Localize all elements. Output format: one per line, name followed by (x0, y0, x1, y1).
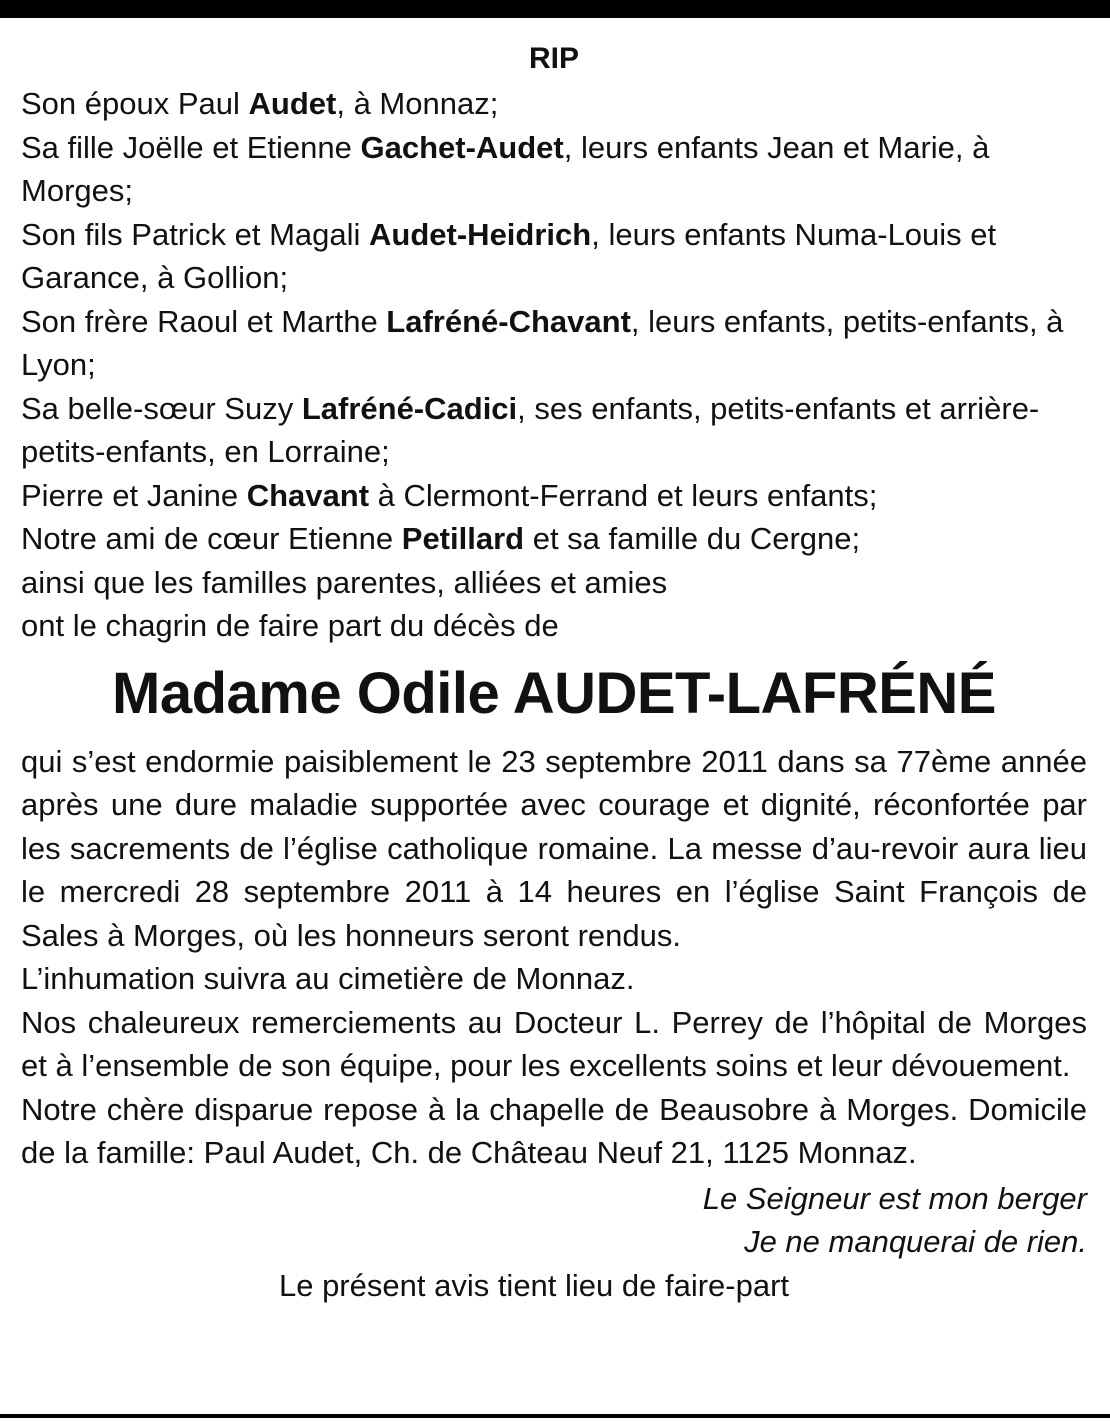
burial-paragraph: L’inhumation suivra au cimetière de Monnaz. (21, 961, 635, 996)
closing-note: Le présent avis tient lieu de faire-part (278, 1267, 790, 1303)
family-line-daughter: Sa fille Joëlle et Etienne Gachet-Audet, leurs enfants Jean et Marie, à Morges; (21, 129, 990, 208)
rest-paragraph: Notre chère disparue repose à la chapelle de Beausobre à Morges. Domicile de la famille: Paul Audet, Ch. de Château Neuf 21, 1125 Monnaz. (21, 1091, 1087, 1170)
family-name-bold: Chavant (246, 477, 370, 513)
family-line-announcement: ont le chagrin de faire part du décès de (21, 608, 559, 643)
deceased-name: Madame Odile AUDET-LAFRÉNÉ (112, 660, 996, 726)
verse-quote (21, 1177, 1087, 1264)
verse-line-1: Le Seigneur est mon berger (702, 1180, 1087, 1216)
family-line-friend: Notre ami de cœur Etienne Petillard et sa famille du Cergne; (21, 521, 861, 556)
family-line-sister-in-law: Sa belle-sœur Suzy Lafréné-Cadici, ses enfants, petits-enfants et arrière-petits-enfants, en Lorraine; (21, 390, 1040, 469)
rip-heading: RIP (528, 42, 579, 75)
family-name-bold: Lafréné-Chavant (386, 303, 631, 339)
family-name-bold: Gachet-Audet (360, 129, 564, 165)
top-border (0, 0, 1110, 18)
family-name-bold: Audet-Heidrich (369, 216, 592, 252)
bottom-border (0, 1414, 1110, 1418)
family-line-relatives: ainsi que les familles parentes, alliées et amies (21, 564, 668, 600)
death-paragraph: qui s’est endormie paisiblement le 23 septembre 2011 dans sa 77ème année après une dure maladie supportée avec courage et dignité, réconfortée par les sacrements de l’église catholique romaine. La messe d’au-revoir aura lieu le mercredi 28 septembre 2011 à 14 heures en l’église Saint François de Sales à Morges, où les honneurs seront rendus. (21, 743, 1087, 953)
obituary-notice (21, 40, 1087, 1307)
family-list (21, 82, 1087, 648)
verse-line-2: Je ne manquerai de rien. (744, 1224, 1087, 1259)
family-line-chavant: Pierre et Janine Chavant à Clermont-Ferrand et leurs enfants; (21, 477, 878, 513)
family-line-brother: Son frère Raoul et Marthe Lafréné-Chavant, leurs enfants, petits-enfants, à Lyon; (21, 303, 1064, 382)
family-line-son: Son fils Patrick et Magali Audet-Heidrich, leurs enfants Numa-Louis et Garance, à Gollion; (21, 216, 997, 295)
family-name-bold: Audet (248, 86, 337, 121)
family-line-husband: Son époux Paul Audet, à Monnaz; (21, 86, 499, 121)
family-name-bold: Lafréné-Cadici (301, 390, 518, 426)
thanks-paragraph: Nos chaleureux remerciements au Docteur L. Perrey de l’hôpital de Morges et à l’ensemble de son équipe, pour les excellents soins et leur dévouement. (21, 1004, 1087, 1083)
family-name-bold: Petillard (401, 521, 525, 556)
